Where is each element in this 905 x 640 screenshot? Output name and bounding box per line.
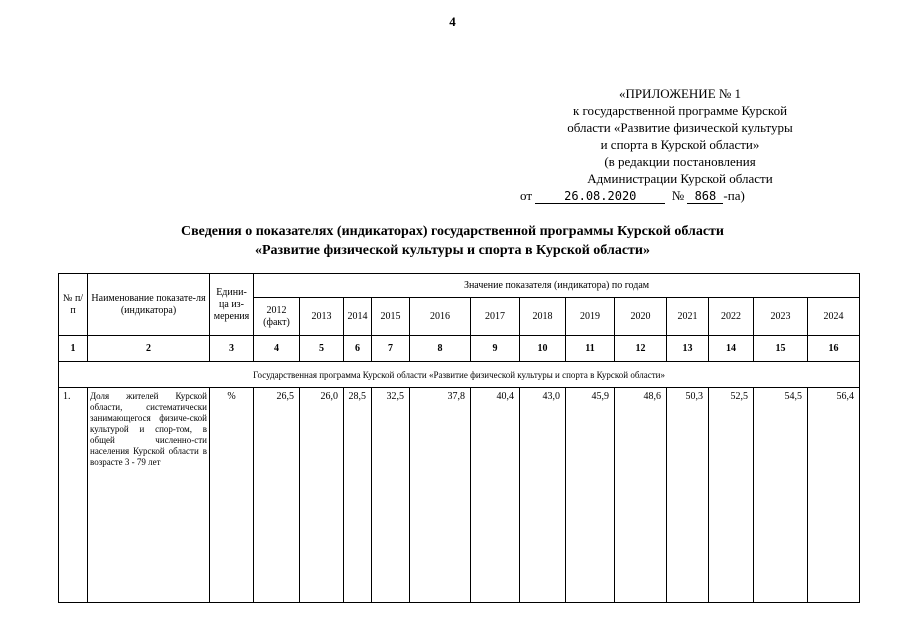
date-prefix: от (520, 188, 533, 203)
row-value: 28,5 (344, 388, 372, 603)
column-number: 16 (808, 336, 860, 362)
header-values-group: Значение показателя (индикатора) по годам (254, 274, 860, 298)
approval-line (520, 187, 840, 204)
table-row (59, 388, 860, 603)
column-number: 8 (410, 336, 471, 362)
header-year: 2017 (471, 298, 520, 336)
header-year: 2016 (410, 298, 471, 336)
header-year: 2013 (300, 298, 344, 336)
page-number: 4 (449, 14, 456, 29)
document-title-line2: «Развитие физической культуры и спорта в Курской области» (255, 243, 650, 258)
row-name: Доля жителей Курской области, систематически занимающегося физиче-ской культурой и спор-том, в общей численно-сти населения Курской области в возрасте 3 - 79 лет (88, 388, 210, 603)
column-number: 6 (344, 336, 372, 362)
row-value: 26,5 (254, 388, 300, 603)
header-unit: Едини-ца из-мерения (210, 274, 254, 336)
appendix-line: области «Развитие физической культуры (567, 120, 793, 135)
row-value: 45,9 (566, 388, 615, 603)
indicators-table (58, 273, 860, 603)
approval-date: 26.08.2020 (535, 189, 665, 204)
header-year: 2021 (667, 298, 709, 336)
column-number: 12 (615, 336, 667, 362)
document-title-line1: Сведения о показателях (индикаторах) государственной программы Курской области (181, 224, 724, 239)
number-prefix: № (671, 188, 685, 203)
column-number: 2 (88, 336, 210, 362)
header-year: 2019 (566, 298, 615, 336)
appendix-header (520, 85, 840, 204)
appendix-line: к государственной программе Курской (572, 103, 788, 118)
program-row: Государственная программа Курской области «Развитие физической культуры и спорта в Курской области» (59, 362, 860, 388)
row-value: 43,0 (520, 388, 566, 603)
appendix-line: Администрации Курской области (587, 171, 773, 186)
header-year: 2022 (709, 298, 754, 336)
column-number: 10 (520, 336, 566, 362)
column-number: 1 (59, 336, 88, 362)
row-unit: % (210, 388, 254, 603)
header-num: № п/п (59, 274, 88, 336)
row-value: 54,5 (754, 388, 808, 603)
appendix-line: (в редакции постановления (604, 154, 756, 169)
column-number: 3 (210, 336, 254, 362)
header-year: 2012 (факт) (254, 298, 300, 336)
header-year: 2014 (344, 298, 372, 336)
row-value: 26,0 (300, 388, 344, 603)
row-value: 52,5 (709, 388, 754, 603)
column-number: 9 (471, 336, 520, 362)
column-number: 13 (667, 336, 709, 362)
row-num: 1. (59, 388, 88, 603)
row-value: 40,4 (471, 388, 520, 603)
column-number: 14 (709, 336, 754, 362)
number-suffix: -па) (723, 188, 745, 203)
row-value: 37,8 (410, 388, 471, 603)
row-value: 48,6 (615, 388, 667, 603)
row-value: 50,3 (667, 388, 709, 603)
header-year: 2018 (520, 298, 566, 336)
document-title (0, 222, 905, 260)
approval-number: 868 (687, 189, 723, 204)
header-year: 2023 (754, 298, 808, 336)
column-number: 11 (566, 336, 615, 362)
column-number: 7 (372, 336, 410, 362)
column-numbers-row (59, 336, 860, 362)
header-year: 2024 (808, 298, 860, 336)
row-value: 32,5 (372, 388, 410, 603)
column-number: 5 (300, 336, 344, 362)
appendix-title: «ПРИЛОЖЕНИЕ № 1 (618, 86, 742, 101)
column-number: 15 (754, 336, 808, 362)
row-value: 56,4 (808, 388, 860, 603)
header-name: Наименование показате-ля (индикатора) (88, 274, 210, 336)
column-number: 4 (254, 336, 300, 362)
appendix-line: и спорта в Курской области» (600, 137, 760, 152)
header-year: 2015 (372, 298, 410, 336)
header-year: 2020 (615, 298, 667, 336)
